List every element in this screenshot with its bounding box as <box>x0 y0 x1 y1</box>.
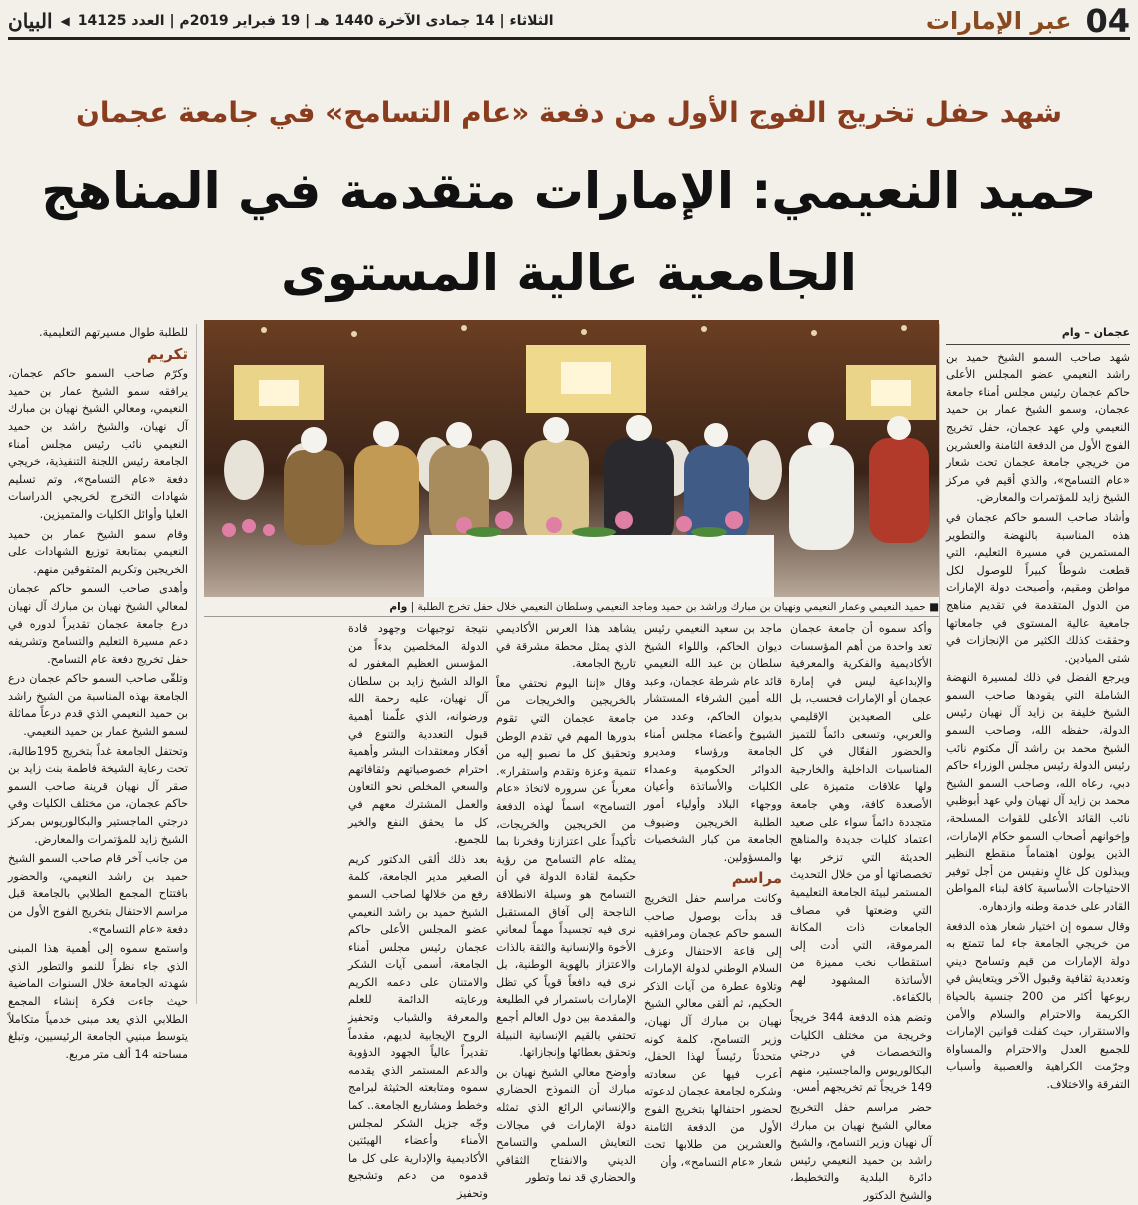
photo-caption: ■ حميد النعيمي وعمار النعيمي ونهيان بن مبارك وراشد بن حميد وماجد النعيمي وسلطان النعيمي خلال حفل تخرج الطلبة | وام <box>204 600 939 617</box>
newspaper-logo: البيان <box>8 8 53 33</box>
col1-para-4: وقال سموه إن اختيار شعار هذه الدفعة من خريجي الجامعة جاء لما تتمتع به دولة الإمارات من قيم وتسامح ديني وتعددية ثقافية وقبول الآخر ويتعايش في ربوعها أكثر من 200 جنسية بالحياة الكريمة والاحترام والسلام والأمن والاستقرار، حيث كفلت قوانين الإمارات للجميع العدل والاحترام والمساواة وجرّمت الكراهية والعصبية وأسباب التفرقة والاختلاف. <box>946 919 1131 1091</box>
headline-line-2: الجامعية عالية المستوى <box>281 244 857 302</box>
col6-intro: للطلبة طوال مسيرتهم التعليمية. <box>39 326 188 339</box>
column-5 <box>348 620 488 1200</box>
col2-para-1: وأكد سموه أن جامعة عجمان تعد واحدة من أهم المؤسسات الأكاديمية والفكرية والمعرفية والإبداعية ليس في إمارة عجمان أو الإمارات فحسب، بل على الصعيدين الإقليمي والعربي، وتسعى دائماً للتميز والحضور الفعّال في كل المناسبات الداخلية والخارجية ولها علاقات متميزة على الأصعدة كافة، وهي جامعة متجددة دائماً سواء على صعيد اعتماد كليات جديدة والمناهج الحديثة التي تزخر بها تخصصاتها أو من خلال التحديث المستمر لبيئة الجامعة التعليمية التي وضعتها في مصاف الجامعات ذات المكانة المرموقة، التي أدت إلى استقطاب نخب مميزة من الأساتذة المشهود لهم بالكفاءة. <box>790 622 932 1005</box>
col6-para-7: واستمع سموه إلى أهمية هذا المبنى الذي جاء نظراً للنمو والتطور الذي شهدته الجامعة خلال السنوات الماضية حيث جاءت فكرة إنشاء المجمع الطلابي الذي يعد مبنى خدمياً متكاملاً يتوسط مبنيي الجامعة الرئيسيين، وتبلغ مساحته 14 ألف متر مربع. <box>8 942 188 1061</box>
col2-para-3: حضر مراسم حفل التخريج معالي الشيخ نهيان بن مبارك آل نهيان وزير التسامح، والشيخ راشد بن حميد النعيمي رئيس دائرة البلدية والتخطيط، والشيخ الدكتور <box>790 1101 932 1202</box>
col3-para-1: ماجد بن سعيد النعيمي رئيس ديوان الحاكم، واللواء الشيخ سلطان بن عبد الله النعيمي قائد عام شرطة عجمان، وعبد الله أمين الشرفاء المستشار بديوان الحاكم، وعدد من الشيوخ وأعضاء مجلس أمناء الجامعة ورؤساء ومديرو الدوائر الحكومية وعمداء الكليات والأساتذة وأعيان ووجهاء البلاد وأولياء أمور الطلبة الخريجين وضيوف الجامعة من كبار الشخصيات والمسؤولين. <box>644 622 782 864</box>
arrow-left-icon: ◀ <box>60 13 70 28</box>
col5-para-2: بعد ذلك ألقى الدكتور كريم الصغير مدير الجامعة، كلمة رفع من خلالها لصاحب السمو الشيخ حميد بن راشد النعيمي عضو المجلس الأعلى حاكم عجمان رئيس مجلس أمناء الجامعة، أسمى آيات الشكر والامتنان على دعمه الكريم ورعايته الدائمة للعلم والمعرفة والشباب وتحفيز الروح الإيجابية لديهم، مقدماً تقديراً عالياً الجهود الدؤوبة والدعم المستمر الذي يقدمه سموه ومتابعته الحثيثة لبرامج وخطط ومشاريع الجامعة.. كما وجّه جزيل الشكر لمجلس الأمناء وأعضاء الهيئتين الأكاديمية والإدارية على كل ما قدموه من دعم وتشجيع وتحفيز <box>348 852 488 1200</box>
col3-para-2: وكانت مراسم حفل التخريج قد بدأت بوصول صاحب السمو حاكم عجمان ومرافقيه إلى قاعة الاحتفال وعزف السلام الوطني لدولة الإمارات وتلاوة عطرة من آيات الذكر الحكيم، ثم ألقى معالي الشيخ نهيان بن مبارك آل نهيان، وزير التسامح، كلمة كونه متحدثاً رئيساً لهذا الحفل، أعرب فيها عن سعادته وشكره لجامعة عجمان لدعوته لحضور احتفالها بتخريج الفوج الأول من الدفعة الثامنة والعشرين من طلابها تحت شعار «عام التسامح»، وأن <box>644 891 782 1169</box>
photo-credit: وام <box>389 601 408 613</box>
subhead-honoring: تكريم <box>146 344 188 363</box>
ceremony-photo-illustration <box>204 320 939 597</box>
column-2 <box>790 620 933 1202</box>
article-headline <box>40 150 1098 314</box>
dateline: الثلاثاء | 14 جمادى الآخرة 1440 هـ | 19 فبراير 2019م | العدد 14125 <box>77 12 554 29</box>
col1-para-3: ويرجع الفضل في ذلك لمسيرة النهضة الشاملة التي يقودها صاحب السمو الشيخ خليفة بن زايد آل نهيان رئيس الدولة، حفظه الله، وصاحب السمو الشيخ محمد بن راشد آل مكتوم نائب رئيس الدولة رئيس مجلس الوزراء حاكم دبي، رعاه الله، وصاحب السمو الشيخ محمد بن زايد آل نهيان ولي عهد أبوظبي نائب القائد الأعلى للقوات المسلحة، وإخوانهم أصحاب السمو حكام الإمارات، الذين يولون اهتماماً منقطع النظير ويبذلون كل غالٍ ونفيس من أجل توفير الاحتياجات الأساسية كافة لبناء المواطن القادر على خدمة وطنه وازدهاره. <box>946 671 1130 913</box>
header-section-group <box>926 2 1130 40</box>
col6-para-2: وقام سمو الشيخ عمار بن حميد النعيمي بمتابعة توزيع الشهادات على الخريجين وتكريم المتفوقين منهم. <box>8 527 188 576</box>
col1-para-2: وأشاد صاحب السمو حاكم عجمان في هذه المناسبة بالنهضة والتطوير المستمرين في مسيرة التعليم، التي قطعت شوطاً كبيراً للوصول لكل مواطن ومقيم، وأصبحت دولة الإمارات من الدول المتقدمة في تقديم مناهج جامعية عالية المستوى في جامعاتها وحققت كذلك الكثير من الإنجازات في شتى الميادين. <box>946 510 1130 665</box>
col2-para-2: وتضم هذه الدفعة 344 خريجاً وخريجة من مختلف الكليات والتخصصات في درجتي البكالوريوس والماجستير، منهم 149 خريجاً تم تخريجهم أمس. <box>790 1011 933 1095</box>
column-6 <box>8 324 188 1061</box>
header-dateline-group <box>8 9 554 33</box>
col6-para-6: من جانب آخر قام صاحب السمو الشيخ حميد بن راشد النعيمي، والحضور بافتتاح المجمع الطلابي بالجامعة قبل مراسم الاحتفال بتخريج الفوج الأول من دفعة «عام التسامح». <box>8 852 188 936</box>
col4-para-3: وأوضح معالي الشيخ نهيان بن مبارك أن النموذج الحضاري والإنساني الرائع الذي تمثله دولة الإمارات في مجالات التعايش السلمي والتسامح الديني والانفتاح الثقافي والحضاري قد نما وتطور <box>496 1065 636 1185</box>
square-bullet-icon: ■ <box>925 601 939 613</box>
column-divider <box>196 324 197 1004</box>
headline-line-1: حميد النعيمي: الإمارات متقدمة في المناهج <box>41 162 1097 220</box>
col6-para-3: وأهدى صاحب السمو حاكم عجمان لمعالي الشيخ نهيان بن مبارك آل نهيان درع جامعة عجمان تقديراً لدوره في دعم مسيرة التعليم والتسامح وتشريفه حفل تخريج دفعة عام التسامح. <box>8 582 188 666</box>
article-photo <box>204 320 939 597</box>
article-byline: عجمان – وام <box>946 324 1130 345</box>
subhead-ceremony: مراسم <box>731 869 782 888</box>
article-kicker: شهد حفل تخريج الفوج الأول من دفعة «عام التسامح» في جامعة عجمان <box>75 96 1063 129</box>
col5-para-1: نتيجة توجيهات وجهود قادة الدولة المخلصين بدءاً من المؤسس العظيم المغفور له الوالد الشيخ زايد بن سلطان آل نهيان، عليه رحمة الله ورضوانه، الذي علّمنا أهمية قبول التعددية والتنوع في أفكار ومعتقدات البشر وأهمية احترام خصوصياتهم وثقافاتهم والسعي المخلص نحو التعاون والعمل المشترك معهم في كل ما يحقق النفع والخير للجميع. <box>348 622 488 847</box>
column-1 <box>946 324 1131 1091</box>
page-header <box>8 1 1130 40</box>
col6-para-5: وتحتفل الجامعة غداً بتخريج 195طالبة، تحت رعاية الشيخة فاطمة بنت زايد بن صقر آل نهيان قرينة صاحب السمو حاكم عجمان، من مختلف الكليات وفي درجتي الماجستير والبكالوريوس بمركز الشيخ زايد للمؤتمرات والمعارض. <box>8 744 188 846</box>
page-number: 04 <box>1085 1 1130 40</box>
caption-text: حميد النعيمي وعمار النعيمي ونهيان بن مبارك وراشد بن حميد وماجد النعيمي وسلطان النعيمي خلال حفل تخرج الطلبة <box>417 601 926 613</box>
col6-para-4: وتلقّى صاحب السمو حاكم عجمان درع الجامعة بهذه المناسبة من الشيخ راشد بن حميد النعيمي الذي قدم درعاً مماثلة لسمو الشيخ عمار بن حميد النعيمي. <box>8 672 188 739</box>
section-title: عبر الإمارات <box>925 6 1072 35</box>
column-divider <box>939 324 940 1004</box>
col4-para-1: يشاهد هذا العرس الأكاديمي الذي يمثل محطة مشرقة في تاريخ الجامعة. <box>496 622 636 671</box>
column-3 <box>644 620 782 1169</box>
col1-para-1: شهد صاحب السمو الشيخ حميد بن راشد النعيمي عضو المجلس الأعلى حاكم عجمان رئيس مجلس أمناء جامعة عجمان، وسمو الشيخ عمار بن حميد النعيمي ولي عهد عجمان، حفل تخريج الفوج الأول من الدفعة الثامنة والعشرين من خريجي جامعة عجمان تحت شعار «عام التسامح»، والذي أقيم في مركز الشيخ زايد للمؤتمرات والمعارض. <box>946 350 1130 505</box>
col4-para-2: وقال «إننا اليوم نحتفي معاً بالخريجين والخريجات من جامعة عجمان التي تقوم بدورها المهم في تقدم الوطن وتحقيق كل ما نصبو إليه من تنمية وعزة وتقدم واستقرار». معرباً عن سروره لاتخاذ «عام التسامح» اسماً لهذه الدفعة من الخريجين والخريجات، تأكيداً على اعتزازنا وفخرنا بما يمثله عام التسامح من رؤية حكيمة لقادة الدولة في أن التسامح هو وسيلة الانطلاقة الناجحة إلى آفاق المستقبل نرى فيه تجسيداً مهماً لمعاني الأخوة والإنسانية والثقة بالذات والاعتزاز بالهوية الوطنية، بل نرى فيه دافعاً قوياً كي تظل الإمارات باستمرار في الطليعة والمقدمة بين دول العالم أجمع تحتفي بالقيم الإنسانية النبيلة وتحقق بعطائها وإنجازاتها. <box>496 676 636 1060</box>
column-4 <box>496 620 636 1185</box>
col6-para-1: وكرّم صاحب السمو حاكم عجمان، يرافقه سمو الشيخ عمار بن حميد النعيمي، ومعالي الشيخ نهيان بن مبارك آل نهيان، والشيخ راشد بن حميد النعيمي نائب رئيس مجلس أمناء الجامعة رئيس اللجنة التنفيذية، خريجي دفعة «عام التسامح»، وتم تسليم شهادات التخرج لخريجي الدراسات العليا وأوائل الكليات والمتميزين. <box>8 367 188 521</box>
